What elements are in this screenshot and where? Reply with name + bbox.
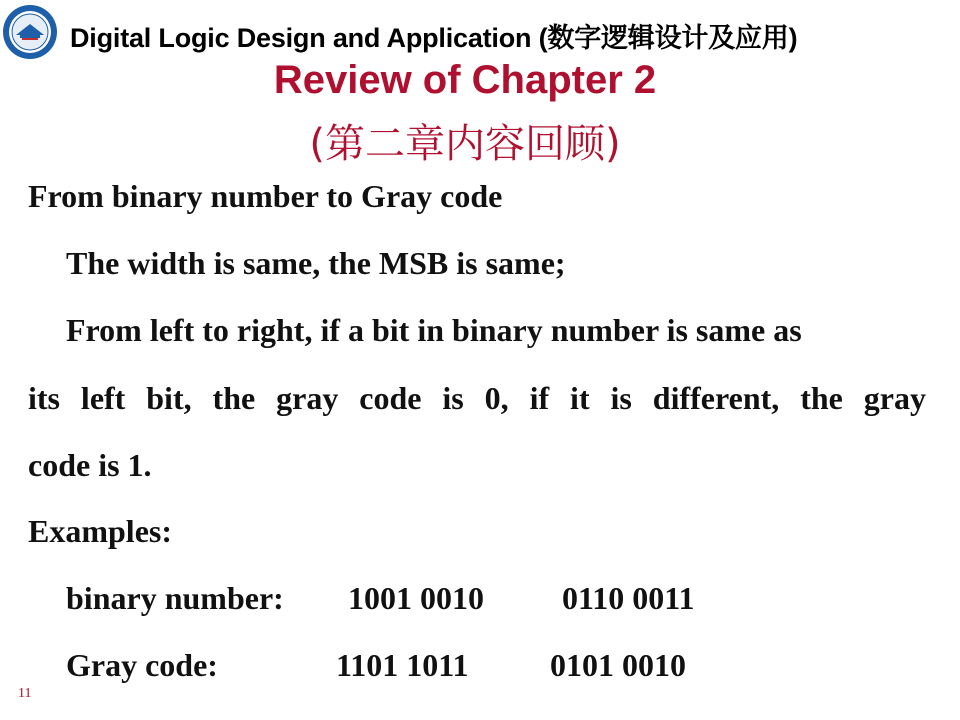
section-heading: From binary number to Gray code bbox=[28, 178, 503, 214]
example-label: Gray code: bbox=[66, 647, 218, 683]
university-seal-icon bbox=[2, 4, 58, 60]
examples-heading: Examples: bbox=[28, 513, 172, 549]
course-title: Digital Logic Design and Application (数字逻辑设计及应用) bbox=[70, 23, 798, 53]
example-value: 0101 0010 bbox=[550, 647, 686, 683]
example-value: 0110 0011 bbox=[562, 580, 695, 616]
rule-text-line-3: code is 1. bbox=[28, 447, 152, 483]
slide-subtitle: (第二章内容回顾) bbox=[309, 121, 621, 167]
slide-title: Review of Chapter 2 bbox=[273, 58, 657, 102]
example-value: 1001 0010 bbox=[348, 580, 484, 616]
rule-width-msb: The width is same, the MSB is same; bbox=[66, 245, 566, 281]
rule-text-line-1: From left to right, if a bit in binary number is same as bbox=[66, 312, 802, 348]
page-number: 11 bbox=[18, 686, 32, 701]
rule-text-line-2: its left bit, the gray code is 0, if it is different, the gray bbox=[28, 380, 926, 416]
example-value: 1101 1011 bbox=[336, 647, 469, 683]
example-label: binary number: bbox=[66, 580, 284, 616]
